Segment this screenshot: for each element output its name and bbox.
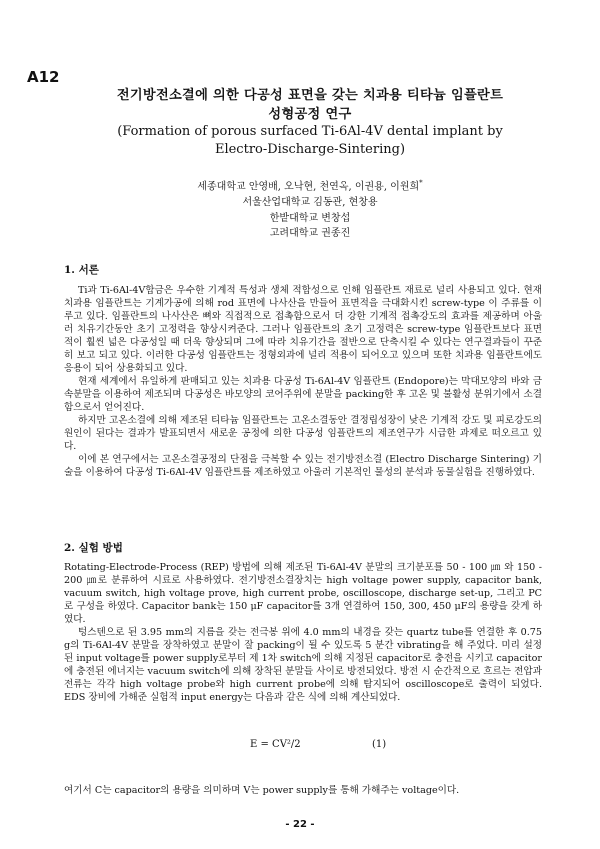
- english-title-line: Electro-Discharge-Sintering): [214, 142, 406, 157]
- author-names: 세종대학교 안영배, 오낙현, 천연옥, 이권용, 이원희: [197, 181, 420, 193]
- equation: E = CV²/2: [250, 739, 301, 750]
- english-title: [80, 123, 540, 159]
- paragraph: 텅스텐으로 된 3.95 mm의 지름을 갖는 전극봉 위에 4.0 mm의 내경을 갖는 quartz tube를 연결한 후 0.75 g의 Ti-6Al-4V 분말을 장착하였고 분말이 잘 packing이 될 수 있도록 5 분간 vibrating을 해 주었다. 미리 설정된 input voltage를 power supply로부터 제 1차 switch에 의해 지정된 capacitor로 충전을 시키고 capacitor에 충전된 에너지는 vacuum switch에 의해 장착된 분말들 사이로 방전되었다. 방전 시 순간적으로 흐르는 전압과 전류는 각각 high voltage probe와 high current probe에 의해 탐지되어 oscilloscope로 출력이 되었다. EDS 장비에 가해준 실험적 input energy는 다음과 같은 식에 의해 계산되었다.: [64, 627, 542, 703]
- paragraph: Ti과 Ti-6Al-4V합금은 우수한 기계적 특성과 생체 적합성으로 인해 임플란트 재료로 널리 사용되고 있다. 현재 치과용 임플란트는 기계가공에 의해 rod 표면에 나사산을 만들어 표면적을 극대화시킨 screw-type 이 주류를 이루고 있다. 임플란트의 나사산은 뼈와 직접적으로 접촉함으로서 더 강한 기계적 접촉강도의 효과를 제공하며 아울러 치유기간동안 초기 고정력을 향상시켜준다. 그러나 임플란트의 초기 고정력은 screw-type 임플란트보다 표면적이 훨씬 넓은 다공성일 때 더욱 향상되며 그에 따라 치유기간을 절반으로 단축시킬 수 있다는 연구결과들이 꾸준히 보고 되고 있다. 이러한 다공성 임플란트는 정형외과에 널리 적용이 되어오고 있으며 또한 치과용 임플란트에도 응용이 되어 상용화되고 있다.: [64, 285, 542, 374]
- method-body: [64, 561, 542, 704]
- paragraph: 현재 세계에서 유일하게 판매되고 있는 치과용 다공성 Ti-6Al-4V 임플란트 (Endopore)는 막대모양의 바와 금속분말을 이용하여 제조되며 다공성은 바모양의 코어주위에 분말을 packing한 후 고온 및 불활성 분위기에서 소결함으로서 얻어진다.: [64, 376, 542, 413]
- paragraph: 이에 본 연구에서는 고온소결공정의 단점을 극복할 수 있는 전기방전소결 (Electro Discharge Sintering) 기술을 이용하여 다공성 Ti-6Al-4V 임플란트를 제조하였고 아울러 기본적인 물성의 분석과 동물실험을 진행하였다.: [64, 454, 542, 478]
- equation-number: (1): [372, 739, 387, 750]
- korean-title-line: 전기방전소결에 의한 다공성 표면을 갖는 치과용 티타늄 임플란트: [116, 88, 504, 103]
- author-line: 서울산업대학교 김동관, 현창용: [242, 196, 378, 208]
- english-title-line: (Formation of porous surfaced Ti-6Al-4V dental implant by: [117, 124, 503, 139]
- section-heading-method: 2. 실험 방법: [64, 542, 123, 554]
- paragraph: Rotating-Electrode-Process (REP) 방법에 의해 제조된 Ti-6Al-4V 분말의 크기분포를 50 - 100 ㎛ 와 150 - 200 ㎛로 분류하여 시료로 사용하였다. 전기방전소결장치는 high voltage power supply, capacitor bank, vacuum switch, high voltage prove, high current probe, oscilloscope, discharge set-up, 그리고 PC로 구성을 하였다. Capacitor bank는 150 μF capacitor를 3개 연결하여 150, 300, 450 μF의 용량을 갖게 하였다.: [64, 562, 542, 625]
- paragraph: 하지만 고온소결에 의해 제조된 티타늄 임플란트는 고온소결동안 결정립성장이 낮은 기계적 강도 및 피로강도의 원인이 된다는 결과가 발표되면서 새로운 공정에 의한 다공성 임플란트의 제조연구가 시급한 과제로 떠오르고 있다.: [64, 415, 542, 452]
- korean-title: [80, 86, 540, 124]
- abstract-code: A12: [27, 68, 60, 86]
- author-line: [80, 176, 540, 195]
- corresponding-mark: *: [419, 179, 423, 187]
- section-heading-intro: 1. 서론: [64, 264, 99, 276]
- korean-title-line: 성형공정 연구: [268, 107, 352, 122]
- page-number: - 22 -: [285, 819, 315, 830]
- intro-body: [64, 284, 542, 479]
- author-line: 한밭대학교 변창섭: [269, 212, 351, 224]
- method-after-equation: [64, 784, 542, 797]
- author-line: 고려대학교 권종진: [269, 228, 351, 240]
- paragraph: 여기서 C는 capacitor의 용량을 의미하며 V는 power supply를 통해 가해주는 voltage이다.: [64, 785, 460, 796]
- author-block: [80, 176, 540, 242]
